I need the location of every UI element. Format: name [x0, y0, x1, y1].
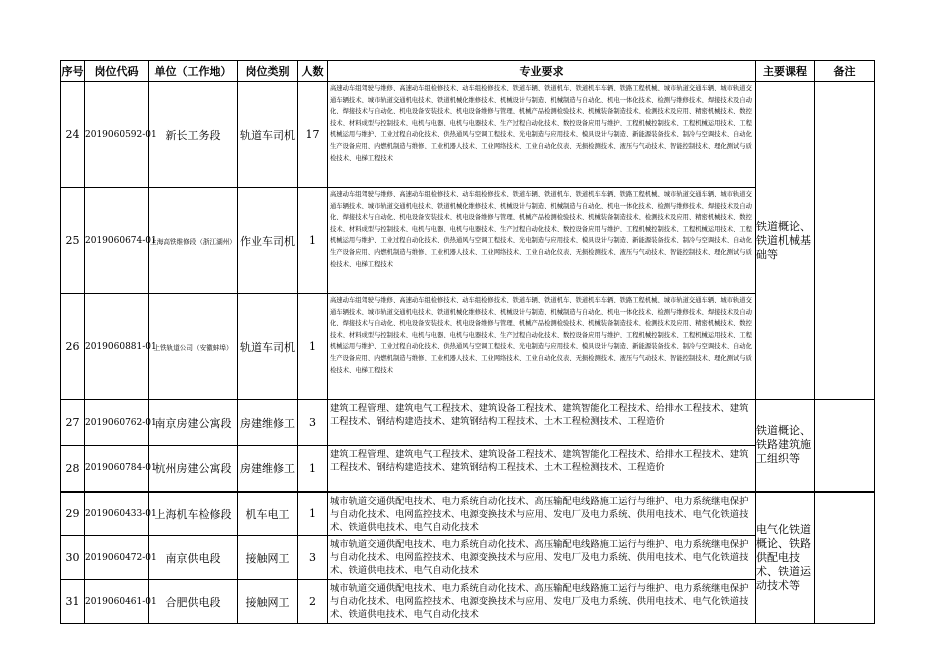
row-requirements [328, 400, 756, 446]
row-seq: 28 [61, 446, 85, 492]
job-table [60, 60, 875, 624]
row-requirements [328, 580, 756, 624]
row-category: 机车电工 [238, 492, 298, 536]
row-count: 1 [298, 492, 328, 536]
table-row [61, 446, 875, 492]
row-requirements [328, 294, 756, 400]
header-row [61, 61, 875, 82]
row-requirements [328, 82, 756, 188]
row-unit: 新长工务段 [149, 82, 238, 188]
row-count: 17 [298, 82, 328, 188]
row-seq: 31 [61, 580, 85, 624]
table-row [61, 294, 875, 400]
table-row [61, 188, 875, 294]
table-row [61, 536, 875, 580]
table-row [61, 82, 875, 188]
row-seq: 24 [61, 82, 85, 188]
row-category: 房建维修工 [238, 446, 298, 492]
row-count: 1 [298, 446, 328, 492]
row-unit: 杭州房建公寓段 [149, 446, 238, 492]
table-row [61, 580, 875, 624]
row-code: 2019060881-01 [85, 294, 149, 400]
header-unit: 单位（工作地） [149, 61, 238, 82]
row-seq: 27 [61, 400, 85, 446]
requirements-text: 城市轨道交通供配电技术、电力系统自动化技术、高压输配电线路施工运行与维护、电力系统继电保护与自动化技术、电网监控技术、电源变换技术与应用、发电厂及电力系统、供用电技术、电气化铁道技术、铁道供电技术、电气自动化技术 [330, 539, 749, 577]
row-unit: 南京供电段 [149, 536, 238, 580]
row-requirements [328, 492, 756, 536]
row-unit: 上铁轨道公司（安徽蚌埠） [149, 294, 238, 400]
row-requirements [328, 188, 756, 294]
row-category: 房建维修工 [238, 400, 298, 446]
courses-cell-rail: 铁道概论、铁道机械基础等 [756, 82, 815, 400]
courses-cell-power: 电气化铁道概论、铁路供配电技术、铁道运动技术等 [756, 492, 815, 624]
row-category: 接触网工 [238, 536, 298, 580]
row-code: 2019060433-01 [85, 492, 149, 536]
row-count: 3 [298, 536, 328, 580]
notes-cell-building [815, 400, 875, 492]
requirements-text: 建筑工程管理、建筑电气工程技术、建筑设备工程技术、建筑智能化工程技术、给排水工程技术、建筑工程技术、钢结构建造技术、建筑钢结构工程技术、土木工程检测技术、工程造价 [330, 449, 749, 474]
row-seq: 25 [61, 188, 85, 294]
header-seq: 序号 [61, 61, 85, 82]
row-seq: 26 [61, 294, 85, 400]
table-row [61, 492, 875, 536]
row-code: 2019060592-01 [85, 82, 149, 188]
row-requirements [328, 446, 756, 492]
row-unit: 合肥供电段 [149, 580, 238, 624]
row-requirements [328, 536, 756, 580]
row-unit: 上海高铁维修段（浙江湖州） [149, 188, 238, 294]
row-unit: 上海机车检修段 [149, 492, 238, 536]
notes-cell-power [815, 492, 875, 624]
row-category: 作业车司机 [238, 188, 298, 294]
row-count: 2 [298, 580, 328, 624]
header-code: 岗位代码 [85, 61, 149, 82]
row-code: 2019060461-01 [85, 580, 149, 624]
row-code: 2019060784-01 [85, 446, 149, 492]
header-category: 岗位类别 [238, 61, 298, 82]
requirements-text: 高速动车组驾驶与维修、高速动车组检修技术、动车组检修技术、铁道车辆、铁道机车、铁道机车车辆、铁路工程机械、城市轨道交通车辆、城市轨道交通车辆技术、城市轨道交通机电技术、铁道机械化维修技术、机械设计与制造、机械制造与自动化、机电一体化技术、检测与维修技术、焊接技术及自动化、焊接技术与自动化、机电设备安装技术、机电设备维修与管理、机械产品检测检验技术、机械装备制造技术、检测技术及应用、精密机械技术、数控技术、材料成型与控制技术、电机与电器、电机与电器技术、生产过程自动化技术、数控设备应用与维护、工程机械控制技术、工程机械运用技术、工程机械运用与维护、工业过程自动化技术、供热通风与空调工程技术、光电制造与应用技术、模具设计与制造、新能源装备技术、制冷与空调技术、自动化生产设备应用、内燃机制造与维修、工业机器人技术、工业网络技术、工业自动化仪表、无损检测技术、液压与气动技术、智能控制技术、理化测试与质检技术、电梯工程技术 [330, 191, 752, 268]
requirements-text: 高速动车组驾驶与维修、高速动车组检修技术、动车组检修技术、铁道车辆、铁道机车、铁道机车车辆、铁路工程机械、城市轨道交通车辆、城市轨道交通车辆技术、城市轨道交通机电技术、铁道机械化维修技术、机械设计与制造、机械制造与自动化、机电一体化技术、检测与维修技术、焊接技术及自动化、焊接技术与自动化、机电设备安装技术、机电设备维修与管理、机械产品检测检验技术、机械装备制造技术、检测技术及应用、精密机械技术、数控技术、材料成型与控制技术、电机与电器、电机与电器技术、生产过程自动化技术、数控设备应用与维护、工程机械控制技术、工程机械运用技术、工程机械运用与维护、工业过程自动化技术、供热通风与空调工程技术、光电制造与应用技术、模具设计与制造、新能源装备技术、制冷与空调技术、自动化生产设备应用、内燃机制造与维修、工业机器人技术、工业网络技术、工业自动化仪表、无损检测技术、液压与气动技术、智能控制技术、理化测试与质检技术、电梯工程技术 [330, 85, 752, 162]
row-category: 接触网工 [238, 580, 298, 624]
header-requirements: 专业要求 [328, 61, 756, 82]
header-courses: 主要课程 [756, 61, 815, 82]
row-count: 1 [298, 188, 328, 294]
row-code: 2019060472-01 [85, 536, 149, 580]
row-code: 2019060762-01 [85, 400, 149, 446]
row-count: 1 [298, 294, 328, 400]
notes-cell-rail [815, 82, 875, 400]
table-row [61, 400, 875, 446]
header-count: 人数 [298, 61, 328, 82]
row-code: 2019060674-01 [85, 188, 149, 294]
row-unit: 南京房建公寓段 [149, 400, 238, 446]
row-count: 3 [298, 400, 328, 446]
requirements-text: 建筑工程管理、建筑电气工程技术、建筑设备工程技术、建筑智能化工程技术、给排水工程技术、建筑工程技术、钢结构建造技术、建筑钢结构工程技术、土木工程检测技术、工程造价 [330, 403, 749, 428]
requirements-text: 高速动车组驾驶与维修、高速动车组检修技术、动车组检修技术、铁道车辆、铁道机车、铁道机车车辆、铁路工程机械、城市轨道交通车辆、城市轨道交通车辆技术、城市轨道交通机电技术、铁道机械化维修技术、机械设计与制造、机械制造与自动化、机电一体化技术、检测与维修技术、焊接技术及自动化、焊接技术与自动化、机电设备安装技术、机电设备维修与管理、机械产品检测检验技术、机械装备制造技术、检测技术及应用、精密机械技术、数控技术、材料成型与控制技术、电机与电器、电机与电器技术、生产过程自动化技术、数控设备应用与维护、工程机械控制技术、工程机械运用技术、工程机械运用与维护、工业过程自动化技术、供热通风与空调工程技术、光电制造与应用技术、模具设计与制造、新能源装备技术、制冷与空调技术、自动化生产设备应用、内燃机制造与维修、工业机器人技术、工业网络技术、工业自动化仪表、无损检测技术、液压与气动技术、智能控制技术、理化测试与质检技术、电梯工程技术 [330, 297, 752, 374]
requirements-text: 城市轨道交通供配电技术、电力系统自动化技术、高压输配电线路施工运行与维护、电力系统继电保护与自动化技术、电网监控技术、电源变换技术与应用、发电厂及电力系统、供用电技术、电气化铁道技术、铁道供电技术、电气自动化技术 [330, 583, 749, 621]
header-notes: 备注 [815, 61, 875, 82]
row-category: 轨道车司机 [238, 82, 298, 188]
row-seq: 30 [61, 536, 85, 580]
requirements-text: 城市轨道交通供配电技术、电力系统自动化技术、高压输配电线路施工运行与维护、电力系统继电保护与自动化技术、电网监控技术、电源变换技术与应用、发电厂及电力系统、供用电技术、电气化铁道技术、铁道供电技术、电气自动化技术 [330, 495, 749, 533]
row-seq: 29 [61, 492, 85, 536]
courses-cell-building: 铁道概论、铁路建筑施工组织等 [756, 400, 815, 492]
row-category: 轨道车司机 [238, 294, 298, 400]
